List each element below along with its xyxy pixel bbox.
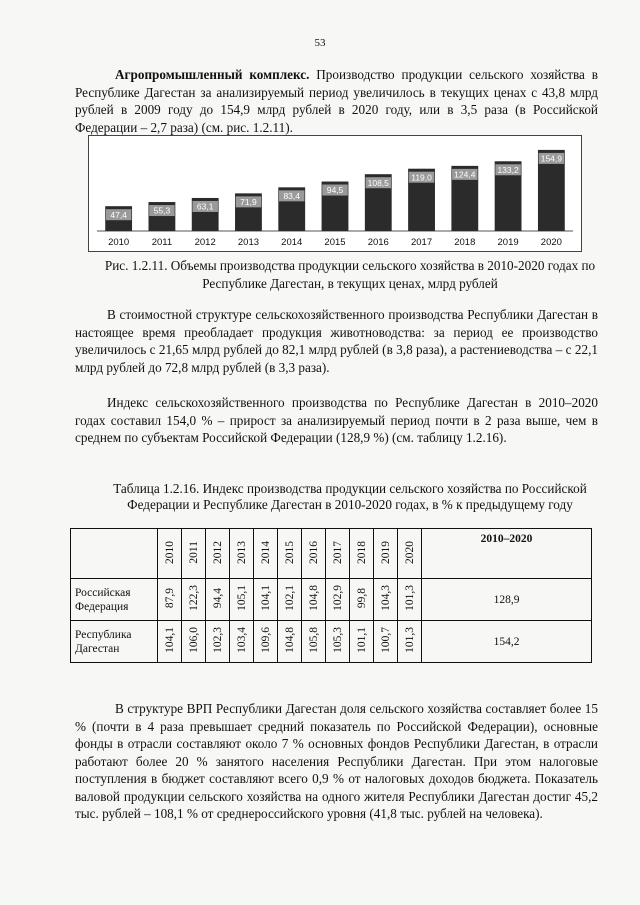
x-tick-label: 2014 (281, 237, 303, 248)
year-header: 2015 (278, 529, 302, 579)
production-bar-chart (88, 135, 582, 252)
table-cell: 104,1 (158, 621, 182, 663)
x-tick-label: 2011 (151, 237, 173, 248)
x-tick-label: 2020 (540, 237, 562, 248)
table-cell: 122,3 (182, 579, 206, 621)
period-header: 2010–2020 (422, 529, 592, 579)
table-cell: 99,8 (350, 579, 374, 621)
intro-paragraph (75, 66, 598, 136)
table-cell: 101,3 (398, 579, 422, 621)
table-cell: 104,8 (278, 621, 302, 663)
year-header: 2018 (350, 529, 374, 579)
x-tick-label: 2010 (108, 237, 130, 248)
data-label: 154,9 (540, 153, 563, 164)
table-cell: 106,0 (182, 621, 206, 663)
data-label: 55,3 (153, 205, 171, 216)
data-label: 63,1 (196, 201, 214, 212)
table-cell: 102,3 (206, 621, 230, 663)
table-corner-cell (71, 529, 158, 579)
year-header: 2013 (230, 529, 254, 579)
table-cell: 104,3 (374, 579, 398, 621)
table-cell: 105,1 (230, 579, 254, 621)
table-row (71, 579, 592, 621)
table-cell: 101,1 (350, 621, 374, 663)
data-label: 94,5 (326, 185, 344, 196)
paragraph-index: Индекс сельскохозяйственного производства по Республике Дагестан в 2010–2020 годах составил 154,0 % – прирост за анализируемый период почти в 2 раза выше, чем в среднем по субъектам Российской Федерации (128,9 %) (см. таблицу 1.2.16). (75, 395, 598, 445)
data-label: 71,9 (240, 196, 257, 207)
data-label: 47,4 (110, 209, 127, 220)
year-header: 2017 (326, 529, 350, 579)
x-tick-label: 2015 (324, 237, 346, 248)
x-tick-label: 2012 (194, 237, 216, 248)
year-header: 2010 (158, 529, 182, 579)
table-caption: Таблица 1.2.16. Индекс производства продукции сельского хозяйства по Российской Федерации и Республике Дагестан в 2010-2020 годах, в % к предыдущему году (113, 481, 587, 512)
table-cell: 100,7 (374, 621, 398, 663)
year-header: 2012 (206, 529, 230, 579)
total-cell: 128,9 (422, 579, 592, 621)
figure-caption: Рис. 1.2.11. Объемы производства продукции сельского хозяйства в 2010-2020 годах по Республике Дагестан, в текущих ценах, млрд рублей (104, 258, 596, 291)
page-number: 53 (314, 37, 326, 49)
year-header: 2011 (182, 529, 206, 579)
intro-text: Производство продукции сельского хозяйства в Республике Дагестан за анализируемый период увеличилось в текущих ценах с 43,8 млрд рублей в 2009 году до 154,9 млрд рублей в 2020 году, или в 3,5 раза (в Российской Федерации – 2,7 раза) (см. рис. 1.2.11). (75, 67, 598, 135)
table-cell: 105,3 (326, 621, 350, 663)
data-label: 133,2 (497, 164, 519, 175)
index-table (70, 528, 592, 663)
row-label: Российская Федерация (71, 579, 158, 621)
row-label: Республика Дагестан (71, 621, 158, 663)
section-heading: Агропромышленный комплекс. (115, 67, 310, 82)
table-cell: 109,6 (254, 621, 278, 663)
year-header: 2019 (374, 529, 398, 579)
table-cell: 101,3 (398, 621, 422, 663)
table-cell: 104,8 (302, 579, 326, 621)
x-tick-label: 2013 (237, 237, 260, 248)
table-cell: 94,4 (206, 579, 230, 621)
x-tick-label: 2018 (454, 237, 476, 248)
x-tick-label: 2019 (497, 237, 519, 248)
data-label: 119,0 (411, 172, 432, 183)
data-label: 124,4 (454, 169, 476, 180)
paragraph-structure: В стоимостной структуре сельскохозяйственного производства Республики Дагестан в настоящее время преобладает продукция животноводства: за период ее производство увеличилось с 21,65 млрд рублей до 82,1 млрд рублей (в 3,8 раза), а растениеводства – с 22,1 млрд рублей до 72,8 млрд рублей (в 3,3 раза). (75, 307, 598, 375)
data-label: 108,5 (367, 177, 389, 188)
x-tick-label: 2017 (410, 237, 433, 248)
year-header: 2014 (254, 529, 278, 579)
year-header: 2016 (302, 529, 326, 579)
table-row (71, 621, 592, 663)
paragraph-grp: В структуре ВРП Республики Дагестан доля сельского хозяйства составляет более 15 % (почти в 4 раза превышает средний показатель по Российской Федерации), основные фонды в отрасли составляют около 7 % основных фондов Республики Дагестан, в отрасли работают более 20 % занятого населения Республики Дагестан. При этом налоговые поступления в бюджет составляют всего 0,9 % от налоговых доходов бюджета. Показатель валовой продукции сельского хозяйства на одного жителя Республики Дагестан достиг 45,2 тыс. рублей – 108,1 % от среднероссийского уровня (41,8 тыс. рублей на человека). (75, 701, 598, 821)
table-header-row (71, 529, 592, 579)
table-cell: 105,8 (302, 621, 326, 663)
year-header: 2020 (398, 529, 422, 579)
table-cell: 102,1 (278, 579, 302, 621)
table-cell: 87,9 (158, 579, 182, 621)
table-cell: 104,1 (254, 579, 278, 621)
table-cell: 103,4 (230, 621, 254, 663)
table-cell: 102,9 (326, 579, 350, 621)
x-tick-label: 2016 (367, 237, 389, 248)
data-label: 83,4 (283, 190, 301, 201)
total-cell: 154,2 (422, 621, 592, 663)
